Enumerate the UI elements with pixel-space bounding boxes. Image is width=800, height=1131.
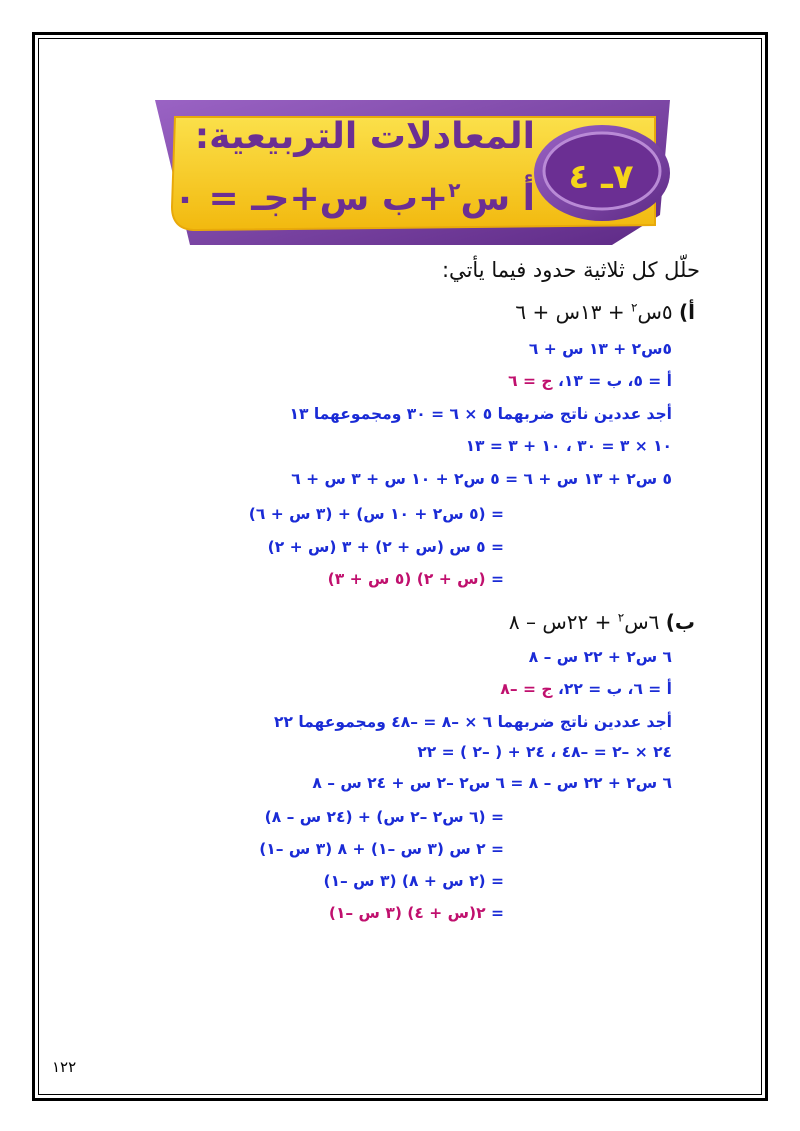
problem-b-sup: ٢	[617, 610, 625, 625]
problem-a-step	[508, 372, 672, 390]
problem-a-step: أجد عددين ناتج ضربهما ٥ × ٦ = ٣٠ ومجموعهما ١٣	[289, 405, 672, 423]
lesson-number-badge: ٧ـ ٤	[568, 157, 634, 197]
banner-formula	[174, 165, 535, 224]
problem-b-answer: ٢(س + ٤) (٣ س –١)	[328, 904, 486, 922]
problem-a-c-label: ج = ٦	[508, 372, 553, 390]
page-number: ١٢٢	[52, 1058, 77, 1076]
problem-a-step: = ٥ س (س + ٢) + ٣ (س + ٢)	[267, 538, 504, 556]
problem-a-step: ٥ س٢ + ١٣ س + ٦ = ٥ س٢ + ١٠ س + ٣ س + ٦	[291, 470, 672, 488]
problem-b-step: ٢٤ × –٢ = –٤٨ ، ٢٤ + ( –٢ ) = ٢٢	[417, 743, 672, 761]
problem-a-expr-2: + ١٣س + ٦	[515, 300, 625, 324]
banner-formula-rest: +ب س+جـ = ٠	[174, 178, 449, 219]
problem-b-letter: ب)	[665, 610, 695, 634]
problem-a-answer: (س + ٢) (٥ س + ٣)	[327, 570, 486, 588]
problem-b-heading	[509, 610, 695, 634]
problem-b-coeffs: أ = ٦، ب = ٢٢،	[557, 680, 672, 698]
problem-b-answer-equals: =	[491, 904, 504, 922]
problem-b-expr-1: ٦س	[624, 610, 660, 634]
problem-a-step: = (٥ س٢ + ١٠ س) + (٣ س + ٦)	[248, 505, 504, 523]
problem-b-step: = (٦ س٢ –٢ س) + (٢٤ س – ٨)	[264, 808, 504, 826]
banner-formula-sup: ٢	[448, 178, 461, 202]
banner-formula-main: أ س	[460, 178, 535, 219]
banner-title: المعادلات التربيعية:	[194, 116, 535, 157]
problem-b-step: ٦ س٢ + ٢٢ س – ٨ = ٦ س٢ –٢ س + ٢٤ س – ٨	[312, 774, 672, 792]
problem-b-step: = (٢ س + ٨) (٣ س –١)	[323, 872, 504, 890]
problem-b-answer-line	[329, 904, 504, 922]
problem-a-heading	[515, 300, 695, 324]
problem-b-step: أجد عددين ناتج ضربهما ٦ × –٨ = –٤٨ ومجموعهما ٢٢	[274, 713, 672, 731]
problem-b-step	[500, 680, 672, 698]
lesson-banner	[150, 95, 680, 255]
problem-a-answer-line	[328, 570, 504, 588]
problem-b-expr-2: + ٢٢س – ٨	[508, 610, 612, 634]
problem-a-step: ٥س٢ + ١٣ س + ٦	[528, 340, 672, 358]
problem-a-coeffs: أ = ٥، ب = ١٣،	[557, 372, 672, 390]
problem-a-letter: أ)	[679, 300, 695, 324]
problem-a-step: ١٠ × ٣ = ٣٠ ، ١٠ + ٣ = ١٣	[465, 437, 672, 455]
problem-a-sup: ٢	[631, 300, 638, 315]
problem-b-step: ٦ س٢ + ٢٢ س – ٨	[528, 648, 672, 666]
problem-a-answer-equals: =	[491, 570, 504, 588]
problem-a-expr-1: ٥س	[637, 300, 673, 324]
problem-b-c-label: ج = –٨	[500, 680, 553, 698]
problem-b-step: = ٢ س (٣ س –١) + ٨ (٣ س –١)	[259, 840, 504, 858]
instruction-text: حلّل كل ثلاثية حدود فيما يأتي:	[441, 258, 700, 282]
